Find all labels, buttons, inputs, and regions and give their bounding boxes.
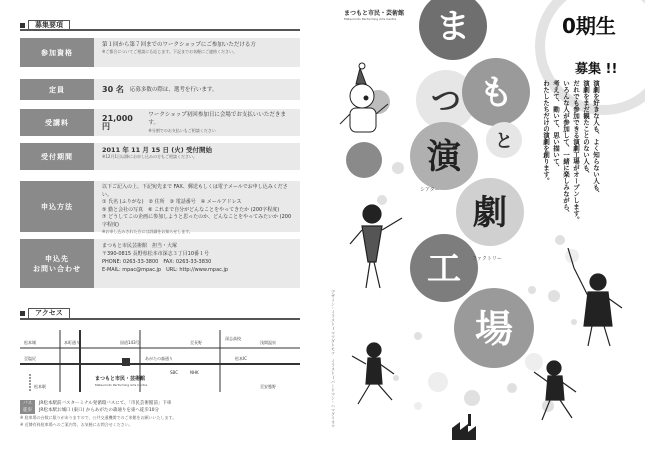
svg-text:あがたの森通り: あがたの森通り [145, 356, 173, 361]
runner-illustration-right [534, 361, 576, 420]
svg-text:至安曇野: 至安曇野 [260, 384, 276, 389]
cohort-label: 0期生 [562, 14, 616, 38]
title-char: 工 [427, 249, 461, 289]
row-label: 申込先 お問い合わせ [20, 239, 94, 288]
svg-text:深志高校: 深志高校 [225, 336, 241, 341]
row-value: 30 名 応募多数の際は、選考を行います。 [94, 79, 300, 100]
svg-text:松本IC: 松本IC [235, 356, 247, 361]
svg-text:Matsumoto Performing Arts Cent: Matsumoto Performing Arts Centre [95, 383, 148, 387]
conductor-illustration [568, 248, 622, 346]
design-credit: デザイン・イラスト/マツダトモコ イラスト/バードマン・ハマグリオウ [331, 290, 336, 428]
woman-illustration [350, 205, 402, 288]
row-value: 第１回から第７回までのワークショップにご参加いただける方 ※ご都合についてご相談にも応じます。下記までお気軽にご連絡ください。 [94, 38, 300, 67]
title-char: も [479, 73, 513, 113]
row-value: 以下ご記入の上、下記宛先まで FAX、郵送もしくは電子メールでお申し込みください。 ① 氏名 (ふりがな) ② 住所 ③ 電話番号 ④ メールアドレス ⑤ 勤と会社の写真 ⑥ これまで自分がどんなことをやってきたか (200字程度) ⑦ どうしてこの企画に参加しようと思ったのか、どんなことをやってみたいか (200字程度) ※お申し込みされた方には詳細をお知らせします。 [94, 181, 300, 232]
row-eligibility [20, 37, 300, 67]
row-period [20, 142, 300, 170]
ruby-theater: シアター [420, 187, 440, 193]
email-link[interactable]: E-MAIL: mpac@mpac.jp [102, 267, 162, 273]
svg-text:NHK: NHK [190, 370, 199, 375]
section-rule [20, 29, 300, 31]
svg-text:本町通り: 本町通り [64, 340, 80, 345]
row-fee [20, 108, 300, 136]
row-label: 受講料 [20, 109, 94, 136]
row-method [20, 180, 300, 232]
svg-text:国道143号: 国道143号 [120, 340, 140, 345]
svg-text:SBC: SBC [170, 370, 179, 375]
svg-text:至長野: 至長野 [190, 340, 202, 345]
access-info: バス JR松本駅前バスターミナル発循環バスにて、「市民芸術館前」下車 徒歩 JR松本駅お城口 (東口) からあがたの森通りを東へ徒歩10分 ※ 駐車場の台数に限りがありますので、公共交通機関でのご来館をお願いいたします。 ※ 近隣有料駐車場へのご案内等、お気軽にお問合せください。 [20, 401, 177, 427]
title-char: 劇 [473, 193, 507, 233]
section-rule [20, 318, 300, 320]
section-heading-recruit: 募集要項 [20, 20, 70, 31]
row-label: 申込方法 [20, 181, 94, 232]
row-label: 定員 [20, 79, 94, 100]
title-char: と [495, 131, 513, 152]
title-char: 演 [427, 137, 461, 177]
svg-text:浅間温泉: 浅間温泉 [260, 340, 276, 345]
row-value: 2011 年 11 月 15 日 (火) 受付開始 ※12月1日以降にお申し込みの方もご相談ください。 [94, 143, 300, 170]
row-value: 21,000 円 ワークショップ初回参加日に会場でお支払いいただきます。 ※分割でのお支払いもご相談ください [94, 109, 300, 136]
svg-text:松本城: 松本城 [24, 340, 36, 345]
runner-illustration-left [352, 343, 394, 404]
title-char: ま [436, 7, 470, 47]
title-char: 場 [474, 307, 514, 351]
venue-logo: まつもと市民・芸術館 Matsumoto Performing Arts Centre [344, 10, 405, 21]
row-contact [20, 238, 300, 288]
section-heading-access: アクセス [20, 308, 70, 319]
ruby-factory: ファクトリー [472, 256, 502, 262]
website-link[interactable]: URL: http://www.mpac.jp [166, 267, 229, 273]
access-map [20, 330, 300, 392]
factory-icon [452, 422, 476, 440]
row-value: まつもと市民芸術館 担当・大塚 〒390-0815 長野県松本市深志３丁目10番１号 PHONE: 0263-33-3800 FAX: 0263-33-3830 E-MAIL: mpac@mpac.jp URL: http://www.mpac.jp [94, 239, 300, 288]
svg-text:松本駅: 松本駅 [34, 384, 46, 389]
right-page [322, 0, 645, 456]
venue-marker [122, 358, 130, 366]
recruit-label: 募集 !! [575, 62, 618, 77]
svg-text:まつもと市民・芸術館: まつもと市民・芸術館 [95, 376, 146, 382]
svg-text:至塩尻: 至塩尻 [24, 356, 36, 361]
row-capacity [20, 78, 300, 100]
left-page [0, 0, 322, 456]
row-label: 受付期間 [20, 143, 94, 170]
body-text: 演劇を好きな人も、よく知らない人も、 演劇をまだ観たことのない人も、 だれでも参加できる演劇工場がオープンします。 いろんな人が参加して、一緒に楽しみながら、 考えて、動いて、思い描いて、 わたしたちだけの演劇を創ります。 [542, 80, 600, 223]
title-char: つ [431, 84, 461, 119]
row-label: 参加資格 [20, 38, 94, 67]
